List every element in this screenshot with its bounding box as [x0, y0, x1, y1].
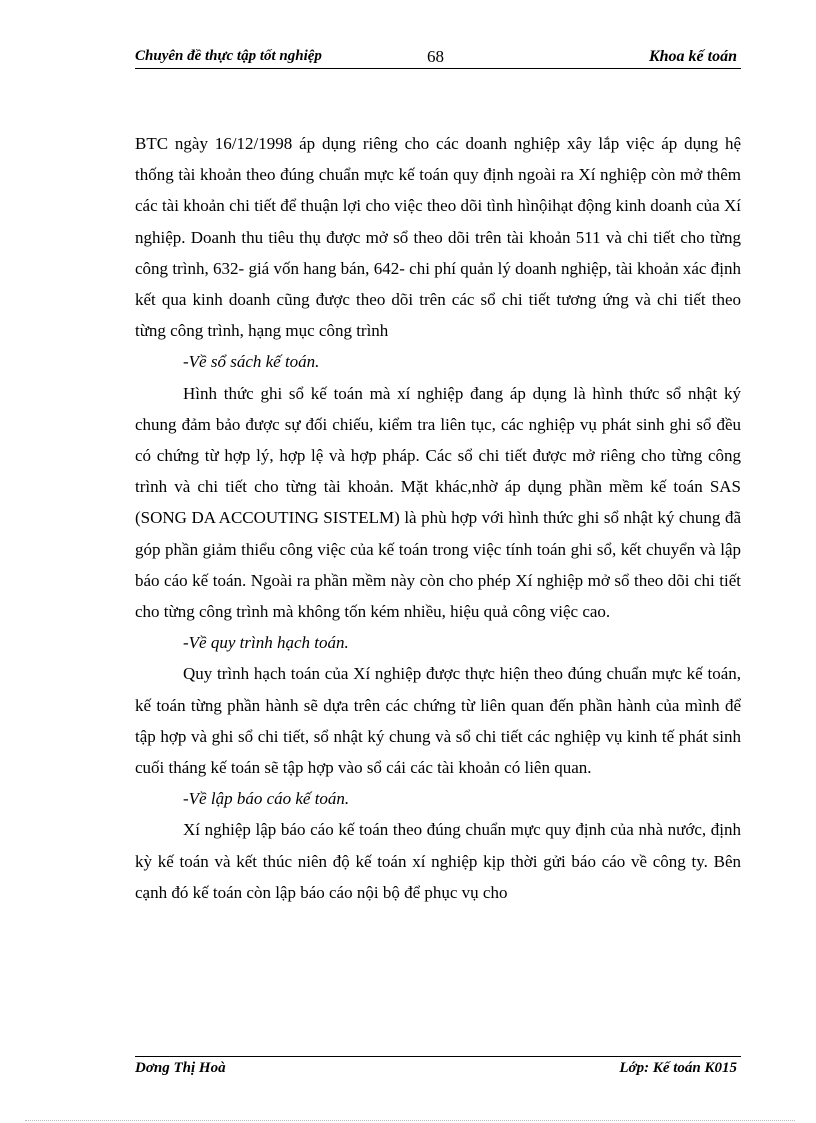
footer-author: Dơng Thị Hoà	[135, 1060, 226, 1076]
page-body	[135, 128, 741, 908]
paragraph-2: Hình thức ghi sổ kế toán mà xí nghiệp đang áp dụng là hình thức sổ nhật ký chung đảm bảo được sự đối chiếu, kiểm tra liên tục, các nghiệp vụ phát sinh ghi sổ đều có chứng từ hợp lý, hợp lệ và hợp pháp. Các sổ chi tiết được mở riêng cho từng công trình và chi tiết cho từng tài khoản. Mặt khác,nhờ áp dụng phần mềm kế toán SAS (SONG DA ACCOUTING SISTELM) là phù hợp với hình thức ghi sổ nhật ký chung đã góp phần giảm thiểu công việc của kế toán trong việc tính toán ghi sổ, kết chuyển và lập báo cáo kế toán. Ngoài ra phần mềm này còn cho phép Xí nghiệp mở sổ theo dõi chi tiết cho từng công trình mà không tốn kém nhiều, hiệu quả công việc cao.	[135, 383, 741, 622]
subheading-ledgers: -Về sổ sách kế toán.	[183, 352, 320, 372]
header-document-title: Chuyên đề thực tập tốt nghiệp	[135, 48, 322, 64]
subheading-accounting-process: -Về quy trình hạch toán.	[183, 633, 349, 653]
page-footer	[135, 1060, 741, 1080]
paragraph-1: BTC ngày 16/12/1998 áp dụng riêng cho các doanh nghiệp xây lắp việc áp dụng hệ thống tài khoản theo đúng chuẩn mực kế toán quy định ngoài ra Xí nghiệp còn mở thêm các tài khoản chi tiết để thuận lợi cho việc theo dõi tình hìnộihạt động kinh doanh của Xí nghiệp. Doanh thu tiêu thụ được mở sổ theo dõi trên tài khoản 511 và chi tiết cho từng công trình, 632- giá vốn hang bán, 642- chi phí quản lý doanh nghiệp, tài khoản xác định kết qua kinh doanh cũng được theo dõi trên các sổ chi tiết tương ứng và chi tiết theo từng công trình, hạng mục công trình	[135, 134, 741, 341]
subheading-reporting: -Về lập báo cáo kế toán.	[183, 789, 350, 809]
header-page-number: 68	[427, 47, 444, 66]
footer-divider	[135, 1056, 741, 1057]
paragraph-3: Quy trình hạch toán của Xí nghiệp được thực hiện theo đúng chuẩn mực kế toán, kế toán từng phần hành sẽ dựa trên các chứng từ liên quan đến phần hành của mình để tập hợp và ghi sổ chi tiết, sổ nhật ký chung và sổ chi tiết các nghiệp vụ kinh tế phát sinh cuối tháng kế toán sẽ tập hợp vào sổ cái các tài khoản có liên quan.	[135, 664, 741, 778]
header-department: Khoa kế toán	[648, 48, 737, 65]
footer-class: Lớp: Kế toán K015	[619, 1060, 737, 1076]
page-bottom-edge	[25, 1120, 795, 1121]
paragraph-4: Xí nghiệp lập báo cáo kế toán theo đúng chuẩn mực quy định của nhà nước, định kỳ kế toán và kết thúc niên độ kế toán xí nghiệp kịp thời gửi báo cáo về công ty. Bên cạnh đó kế toán còn lập báo cáo nội bộ để phục vụ cho	[135, 820, 741, 902]
page-header	[135, 48, 741, 69]
